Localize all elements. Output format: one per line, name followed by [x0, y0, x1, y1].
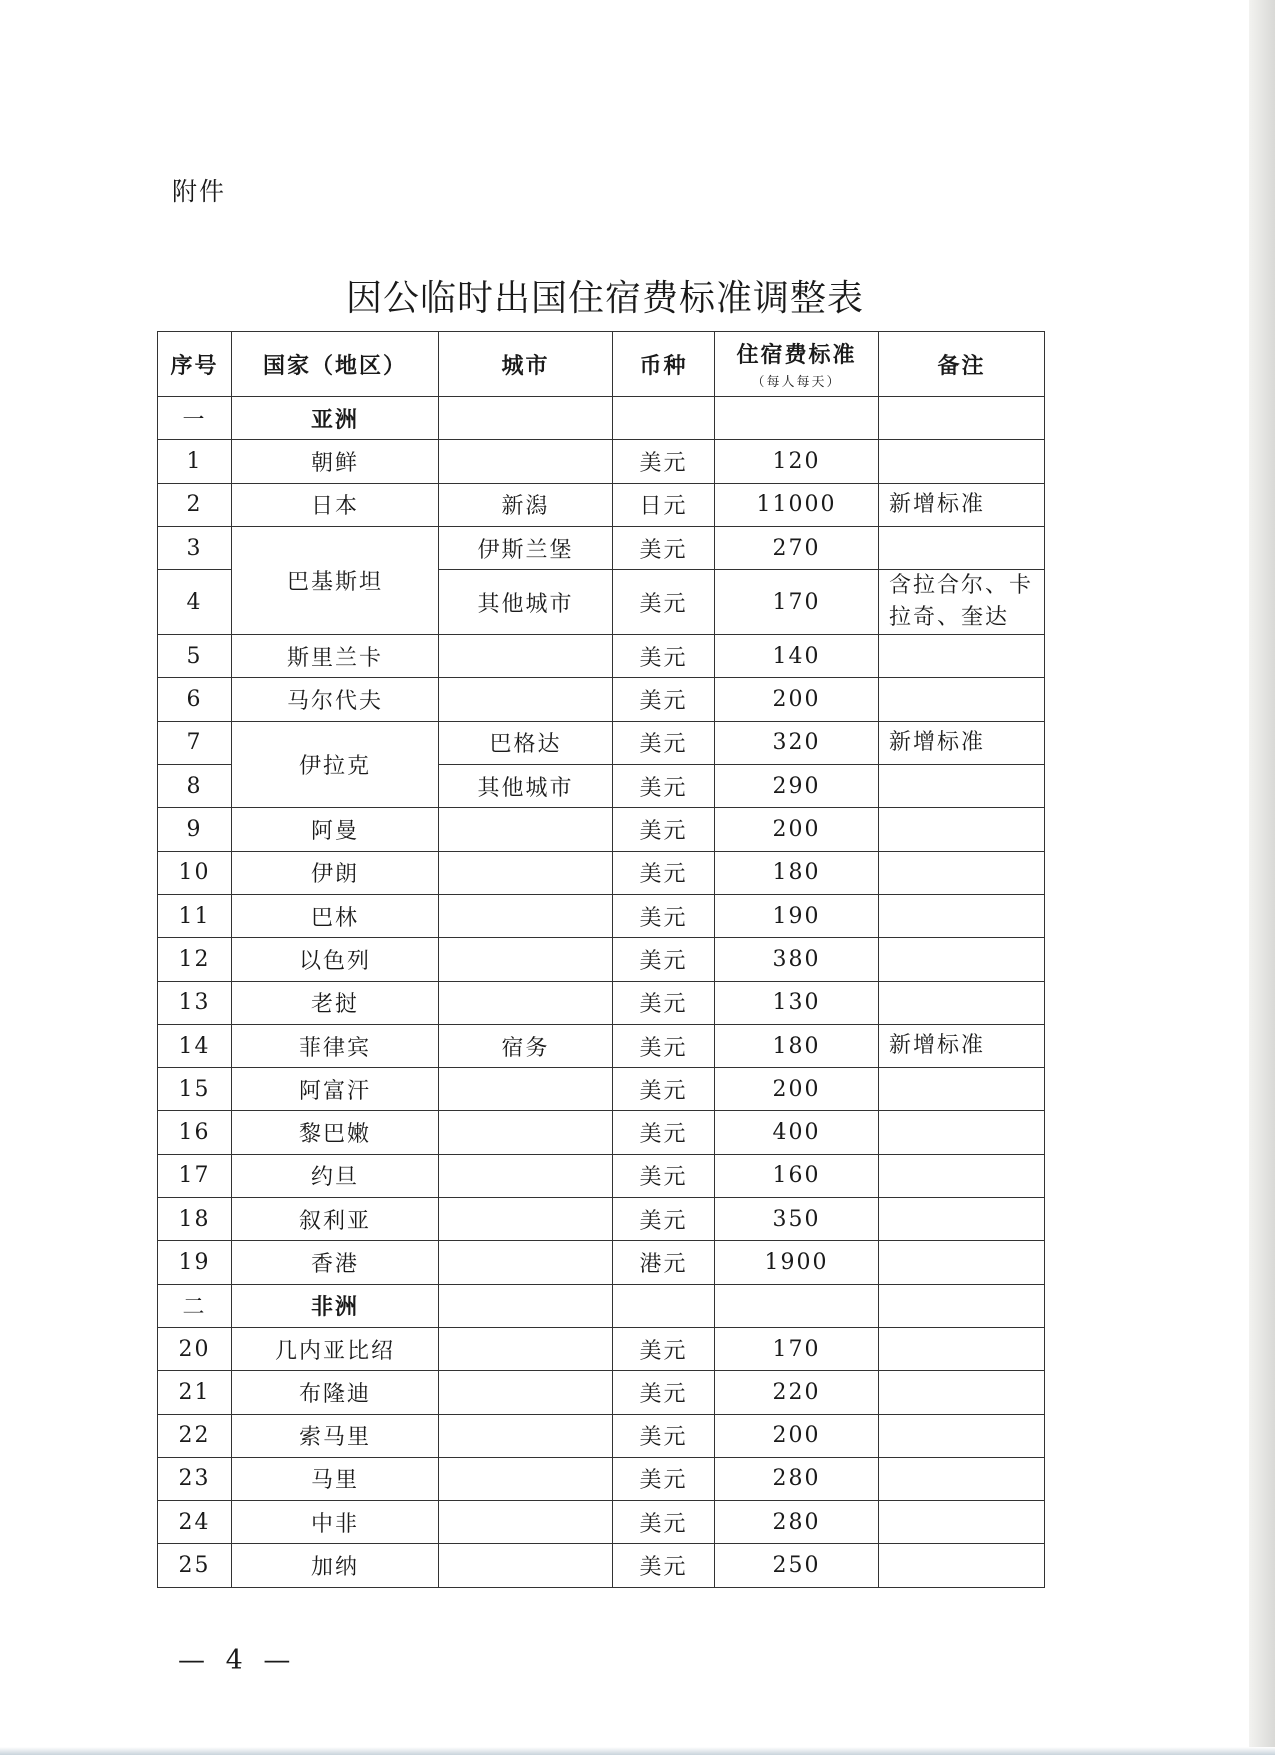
cell-seq: 24 [158, 1501, 232, 1544]
cell-city [439, 1501, 613, 1544]
header-rate-label: 住宿费标准 [736, 343, 857, 368]
cell-currency: 美元 [613, 894, 715, 937]
region-name: 非洲 [232, 1284, 439, 1327]
cell-note [879, 526, 1045, 569]
cell-currency: 美元 [613, 635, 715, 678]
cell-seq: 10 [158, 851, 232, 894]
header-note: 备注 [879, 332, 1045, 397]
cell-currency: 美元 [613, 1371, 715, 1414]
cell-note: 新增标准 [879, 1024, 1045, 1067]
cell-note [879, 635, 1045, 678]
table-row [158, 1457, 1045, 1500]
cell-rate: 250 [715, 1544, 879, 1587]
cell-currency: 美元 [613, 1198, 715, 1241]
scan-edge-shadow [1249, 0, 1275, 1755]
cell-country: 巴基斯坦 [232, 526, 439, 634]
cell-rate: 200 [715, 808, 879, 851]
cell-currency: 美元 [613, 1414, 715, 1457]
cell-rate: 130 [715, 981, 879, 1024]
table-row [158, 808, 1045, 851]
cell-country: 斯里兰卡 [232, 635, 439, 678]
cell-currency: 美元 [613, 440, 715, 483]
cell-city [439, 1154, 613, 1197]
cell-country: 日本 [232, 483, 439, 526]
document-title: 因公临时出国住宿费标准调整表 [345, 278, 864, 319]
cell-note [879, 1068, 1045, 1111]
cell-currency: 港元 [613, 1241, 715, 1284]
cell-city [439, 1544, 613, 1587]
cell-country: 布隆迪 [232, 1371, 439, 1414]
header-rate-sublabel: （每人每天） [751, 375, 842, 390]
region-name: 亚洲 [232, 397, 439, 440]
cell-note: 新增标准 [879, 721, 1045, 764]
cell-seq: 7 [158, 721, 232, 764]
table-row [158, 1241, 1045, 1284]
cell-note [879, 1501, 1045, 1544]
cell-note [879, 1111, 1045, 1154]
cell-note [879, 808, 1045, 851]
cell-currency: 美元 [613, 1457, 715, 1500]
cell-city: 伊斯兰堡 [439, 526, 613, 569]
cell-seq: 19 [158, 1241, 232, 1284]
cell-seq: 2 [158, 483, 232, 526]
cell-city: 巴格达 [439, 721, 613, 764]
cell-note [879, 765, 1045, 808]
table-row [158, 678, 1045, 721]
cell-note: 含拉合尔、卡拉奇、奎达 [879, 570, 1045, 635]
header-city: 城市 [439, 332, 613, 397]
cell-rate: 200 [715, 1068, 879, 1111]
scan-bottom-edge [0, 1747, 1275, 1755]
cell-currency: 美元 [613, 938, 715, 981]
cell-seq: 14 [158, 1024, 232, 1067]
cell-currency: 美元 [613, 1154, 715, 1197]
cell-country: 马里 [232, 1457, 439, 1500]
cell-note [879, 938, 1045, 981]
cell-country: 菲律宾 [232, 1024, 439, 1067]
cell-city [439, 678, 613, 721]
cell-seq: 12 [158, 938, 232, 981]
cell-seq: 11 [158, 894, 232, 937]
cell-note [879, 1414, 1045, 1457]
cell-rate: 320 [715, 721, 879, 764]
cell-note: 新增标准 [879, 483, 1045, 526]
cell-city: 其他城市 [439, 570, 613, 635]
table-row [158, 1154, 1045, 1197]
region-seq: 二 [158, 1284, 232, 1327]
table-row [158, 1414, 1045, 1457]
cell-rate: 200 [715, 1414, 879, 1457]
cell-country: 几内亚比绍 [232, 1327, 439, 1370]
cell-note [879, 851, 1045, 894]
cell-country: 马尔代夫 [232, 678, 439, 721]
table-row [158, 938, 1045, 981]
table-row [158, 1544, 1045, 1587]
cell-country: 黎巴嫩 [232, 1111, 439, 1154]
cell-seq: 20 [158, 1327, 232, 1370]
cell-country: 阿富汗 [232, 1068, 439, 1111]
cell-currency: 美元 [613, 808, 715, 851]
cell-currency: 美元 [613, 765, 715, 808]
cell-rate: 160 [715, 1154, 879, 1197]
cell-seq: 6 [158, 678, 232, 721]
cell-seq: 23 [158, 1457, 232, 1500]
cell-note [879, 1198, 1045, 1241]
cell-country: 朝鲜 [232, 440, 439, 483]
cell-currency: 美元 [613, 1068, 715, 1111]
cell-country: 加纳 [232, 1544, 439, 1587]
cell-note [879, 1327, 1045, 1370]
cell-currency: 美元 [613, 570, 715, 635]
cell-city: 其他城市 [439, 765, 613, 808]
table-row [158, 981, 1045, 1024]
cell-country: 阿曼 [232, 808, 439, 851]
cell-rate: 140 [715, 635, 879, 678]
table-row [158, 483, 1045, 526]
cell-currency: 美元 [613, 1501, 715, 1544]
cell-rate: 200 [715, 678, 879, 721]
header-rate [715, 332, 879, 397]
cell-city [439, 808, 613, 851]
cell-seq: 25 [158, 1544, 232, 1587]
cell-seq: 9 [158, 808, 232, 851]
cell-city [439, 1371, 613, 1414]
cell-rate: 190 [715, 894, 879, 937]
cell-country: 约旦 [232, 1154, 439, 1197]
cell-note [879, 1544, 1045, 1587]
cell-seq: 16 [158, 1111, 232, 1154]
cell-currency: 美元 [613, 1544, 715, 1587]
table-row [158, 526, 1045, 569]
attachment-label: 附件 [172, 177, 227, 206]
cell-rate: 180 [715, 1024, 879, 1067]
table-row [158, 1371, 1045, 1414]
table-row [158, 894, 1045, 937]
cell-rate: 400 [715, 1111, 879, 1154]
cell-note [879, 1154, 1045, 1197]
cell-rate: 350 [715, 1198, 879, 1241]
cell-note [879, 440, 1045, 483]
cell-city [439, 894, 613, 937]
cell-rate: 220 [715, 1371, 879, 1414]
header-seq: 序号 [158, 332, 232, 397]
cell-city [439, 1068, 613, 1111]
cell-rate: 180 [715, 851, 879, 894]
cell-country: 中非 [232, 1501, 439, 1544]
cell-note [879, 1371, 1045, 1414]
cell-city [439, 851, 613, 894]
cell-country: 索马里 [232, 1414, 439, 1457]
cell-country: 叙利亚 [232, 1198, 439, 1241]
cell-currency: 美元 [613, 1327, 715, 1370]
cell-seq: 15 [158, 1068, 232, 1111]
table-row [158, 1024, 1045, 1067]
cell-city [439, 938, 613, 981]
cell-country: 香港 [232, 1241, 439, 1284]
cell-city [439, 1241, 613, 1284]
cell-note [879, 981, 1045, 1024]
cell-rate: 380 [715, 938, 879, 981]
cell-seq: 17 [158, 1154, 232, 1197]
cell-seq: 18 [158, 1198, 232, 1241]
cell-seq: 5 [158, 635, 232, 678]
cell-currency: 美元 [613, 981, 715, 1024]
cell-rate: 170 [715, 570, 879, 635]
cell-seq: 4 [158, 570, 232, 635]
table-row [158, 1327, 1045, 1370]
table-row [158, 1111, 1045, 1154]
cell-country: 伊朗 [232, 851, 439, 894]
cell-city [439, 1198, 613, 1241]
table-row [158, 721, 1045, 764]
header-currency: 币种 [613, 332, 715, 397]
cell-rate: 290 [715, 765, 879, 808]
cell-seq: 21 [158, 1371, 232, 1414]
table-row [158, 1068, 1045, 1111]
cell-currency: 美元 [613, 721, 715, 764]
table-row [158, 1501, 1045, 1544]
cell-seq: 3 [158, 526, 232, 569]
cell-city [439, 1327, 613, 1370]
cell-city [439, 1414, 613, 1457]
region-row-asia [158, 397, 1045, 440]
cell-country: 伊拉克 [232, 721, 439, 808]
cell-country: 以色列 [232, 938, 439, 981]
cell-rate: 280 [715, 1457, 879, 1500]
cell-note [879, 678, 1045, 721]
cell-rate: 120 [715, 440, 879, 483]
region-seq: 一 [158, 397, 232, 440]
cell-city: 宿务 [439, 1024, 613, 1067]
cell-note [879, 1457, 1045, 1500]
cell-rate: 270 [715, 526, 879, 569]
cell-currency: 美元 [613, 851, 715, 894]
cell-rate: 170 [715, 1327, 879, 1370]
cell-note [879, 894, 1045, 937]
table-row [158, 440, 1045, 483]
cell-rate: 1900 [715, 1241, 879, 1284]
cell-city: 新潟 [439, 483, 613, 526]
region-row-africa [158, 1284, 1045, 1327]
cell-currency: 美元 [613, 526, 715, 569]
header-country: 国家（地区） [232, 332, 439, 397]
cell-currency: 美元 [613, 1024, 715, 1067]
cell-rate: 11000 [715, 483, 879, 526]
cell-country: 老挝 [232, 981, 439, 1024]
cell-seq: 13 [158, 981, 232, 1024]
table-row [158, 851, 1045, 894]
cell-city [439, 1111, 613, 1154]
cell-currency: 美元 [613, 1111, 715, 1154]
cell-city [439, 1457, 613, 1500]
cell-seq: 1 [158, 440, 232, 483]
cell-currency: 美元 [613, 678, 715, 721]
page-number: — 4 — [178, 1645, 297, 1676]
cell-seq: 22 [158, 1414, 232, 1457]
cell-city [439, 981, 613, 1024]
cell-note [879, 1241, 1045, 1284]
accommodation-rate-table [157, 331, 1045, 1588]
cell-seq: 8 [158, 765, 232, 808]
table-header-row [158, 332, 1045, 397]
cell-city [439, 440, 613, 483]
cell-currency: 日元 [613, 483, 715, 526]
table-row [158, 1198, 1045, 1241]
cell-city [439, 635, 613, 678]
cell-country: 巴林 [232, 894, 439, 937]
cell-rate: 280 [715, 1501, 879, 1544]
table-row [158, 635, 1045, 678]
